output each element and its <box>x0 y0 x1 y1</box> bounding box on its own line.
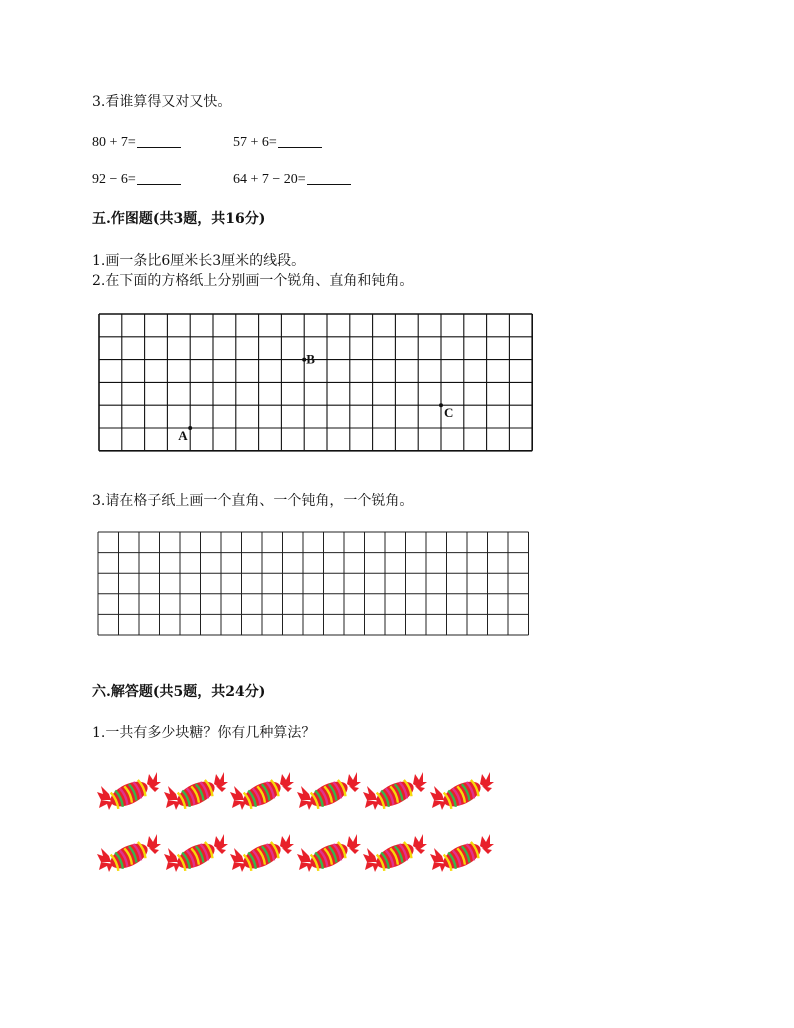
part6-heading: 六.解答题(共5题，共24分) <box>92 684 266 700</box>
candy-icon <box>363 832 427 878</box>
candy-icon <box>164 770 228 816</box>
grid-point-label: C <box>444 405 454 421</box>
part6-q1: 1.一共有多少块糖？你有几种算法？ <box>92 725 316 741</box>
candy-icon <box>363 770 427 816</box>
part5-q1: 1.画一条比6厘米长3厘米的线段。 <box>92 253 306 269</box>
part5-heading: 五.作图题(共3题，共16分) <box>92 211 266 227</box>
part5-q3: 3.请在格子纸上画一个直角、一个钝角，一个锐角。 <box>92 493 414 509</box>
problem-expr: 64 + 7 − 20= <box>233 172 306 187</box>
problem-expr: 92 − 6= <box>92 172 136 187</box>
grid-point-label: B <box>306 351 315 367</box>
candy-icon <box>97 832 161 878</box>
candy-icon <box>164 832 228 878</box>
candy-icon <box>230 770 294 816</box>
candy-icon <box>297 832 361 878</box>
part5-q2: 2.在下面的方格纸上分别画一个锐角、直角和钝角。 <box>92 273 414 289</box>
section3-title: 3.看谁算得又对又快。 <box>92 94 232 110</box>
grid-point-label: A <box>178 428 188 443</box>
candy-icon <box>430 770 494 816</box>
candy-icon <box>230 832 294 878</box>
candy-icon <box>297 770 361 816</box>
candy-icon <box>97 770 161 816</box>
problem-expr: 80 + 7= <box>92 135 136 150</box>
problem-expr: 57 + 6= <box>233 135 277 150</box>
candy-icon <box>430 832 494 878</box>
grid-lines <box>98 532 529 635</box>
